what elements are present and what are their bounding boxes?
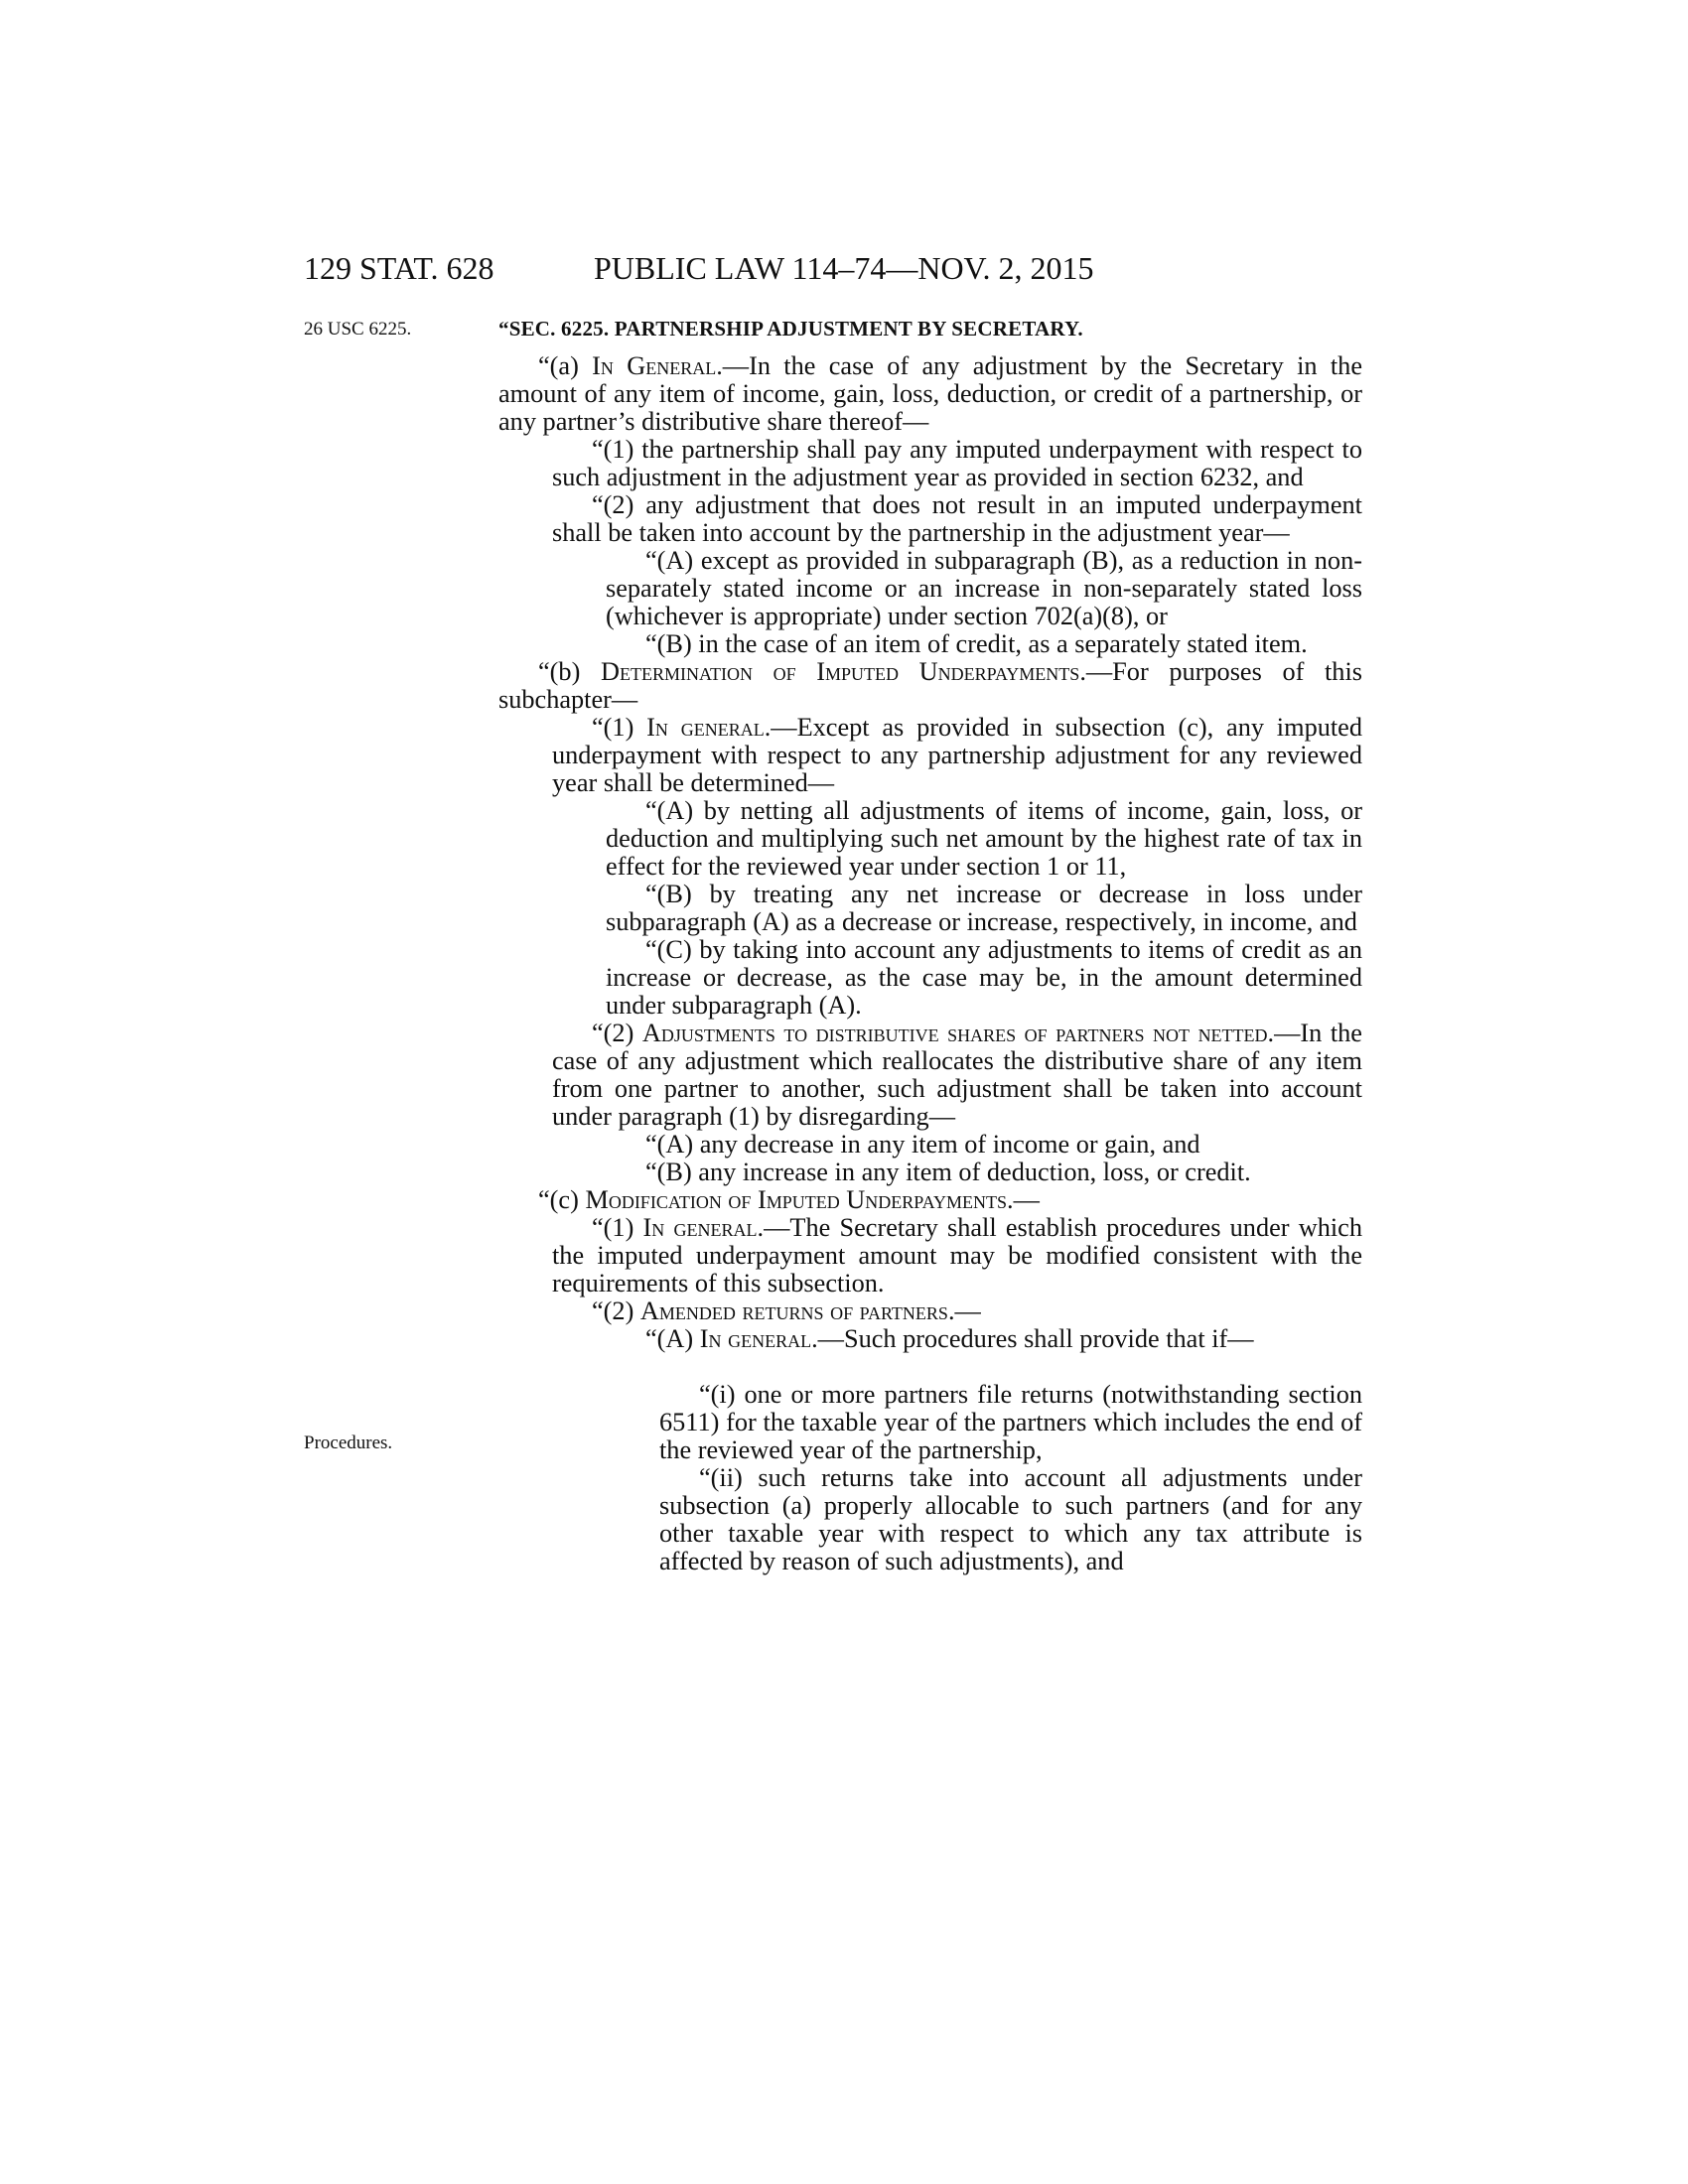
subparagraph-c2A-caption: In general bbox=[699, 1324, 812, 1353]
running-header: PUBLIC LAW 114–74—NOV. 2, 2015 bbox=[594, 250, 1094, 286]
paragraph-c1-caption: In general bbox=[642, 1213, 758, 1242]
paragraph-b1: “(1) In general.—Except as provided in subsection (c), any imputed underpayment with respect to any partnership adjustment for any reviewed year shall be determined— bbox=[552, 713, 1362, 797]
paragraph-b1-caption: In general bbox=[646, 713, 765, 742]
paragraph-c1: “(1) In general.—The Secretary shall establish procedures under which the imputed underpayment amount may be modified consistent with the requirements of this subsection. bbox=[552, 1213, 1362, 1297]
subsection-c: “(c) Modification of Imputed Underpayments.— bbox=[538, 1185, 1040, 1214]
statute-page-number: 129 STAT. 628 bbox=[304, 250, 494, 286]
subparagraph-b1A: “(A) by netting all adjustments of items of income, gain, loss, or deduction and multiplying such net amount by the highest rate of tax in effect for the reviewed year under section 1 or 11, bbox=[606, 796, 1362, 881]
subparagraph-b2A: “(A) any decrease in any item of income or gain, and bbox=[645, 1130, 1200, 1159]
clause-c2Ai: “(i) one or more partners file returns (notwithstanding section 6511) for the taxable year of the partners which includes the end of the reviewed year of the partnership, bbox=[659, 1380, 1362, 1464]
subsection-a-caption: In General bbox=[592, 351, 717, 380]
subsection-c-caption: Modification of Imputed Underpayments bbox=[585, 1185, 1008, 1214]
paragraph-a1: “(1) the partnership shall pay any imputed underpayment with respect to such adjustment in the adjustment year as provided in section 6232, and bbox=[552, 435, 1362, 491]
subparagraph-b1B: “(B) by treating any net increase or decrease in loss under subparagraph (A) as a decrease or increase, respectively, in income, and bbox=[606, 880, 1362, 936]
subparagraph-b1C: “(C) by taking into account any adjustments to items of credit as an increase or decrease, as the case may be, in the amount determined under subparagraph (A). bbox=[606, 935, 1362, 1020]
subsection-a: “(a) In General.—In the case of any adjustment by the Secretary in the amount of any item of income, gain, loss, deduction, or credit of a partnership, or any partner’s distributive share thereof— bbox=[498, 351, 1362, 436]
paragraph-b2: “(2) Adjustments to distributive shares of partners not netted.—In the case of any adjustment which reallocates the distributive share of any item from one partner to another, such adjustment shall be taken into account under paragraph (1) by disregarding— bbox=[552, 1019, 1362, 1131]
section-title: “SEC. 6225. PARTNERSHIP ADJUSTMENT BY SECRETARY. bbox=[498, 317, 1083, 341]
paragraph-a2: “(2) any adjustment that does not result in an imputed underpayment shall be taken into account by the partnership in the adjustment year— bbox=[552, 490, 1362, 547]
subparagraph-b2B: “(B) any increase in any item of deduction, loss, or credit. bbox=[645, 1158, 1251, 1186]
paragraph-b2-caption: Adjustments to distributive shares of partners not netted bbox=[641, 1019, 1268, 1047]
subparagraph-a2A: “(A) except as provided in subparagraph (B), as a reduction in non-separately stated income or an increase in non-separately stated loss (whichever is appropriate) under section 702(a)(8), or bbox=[606, 546, 1362, 630]
subsection-b-caption: Determination of Imputed Underpayments bbox=[600, 657, 1080, 686]
subsection-b: “(b) Determination of Imputed Underpayments.—For purposes of this subchapter— bbox=[498, 657, 1362, 714]
paragraph-c2-caption: Amended returns of partners bbox=[639, 1297, 948, 1325]
margin-note-procedures: Procedures. bbox=[304, 1433, 393, 1453]
paragraph-c2: “(2) Amended returns of partners.— bbox=[592, 1297, 981, 1325]
subparagraph-c2A: “(A) In general.—Such procedures shall provide that if— bbox=[645, 1324, 1254, 1353]
margin-note-usc: 26 USC 6225. bbox=[304, 319, 412, 340]
clause-c2Aii: “(ii) such returns take into account all adjustments under subsection (a) properly allocable to such partners (and for any other taxable year with respect to which any tax attribute is affected by reason of such adjustments), and bbox=[659, 1463, 1362, 1575]
statute-body bbox=[498, 352, 1362, 1575]
subparagraph-a2B: “(B) in the case of an item of credit, as a separately stated item. bbox=[645, 629, 1308, 658]
